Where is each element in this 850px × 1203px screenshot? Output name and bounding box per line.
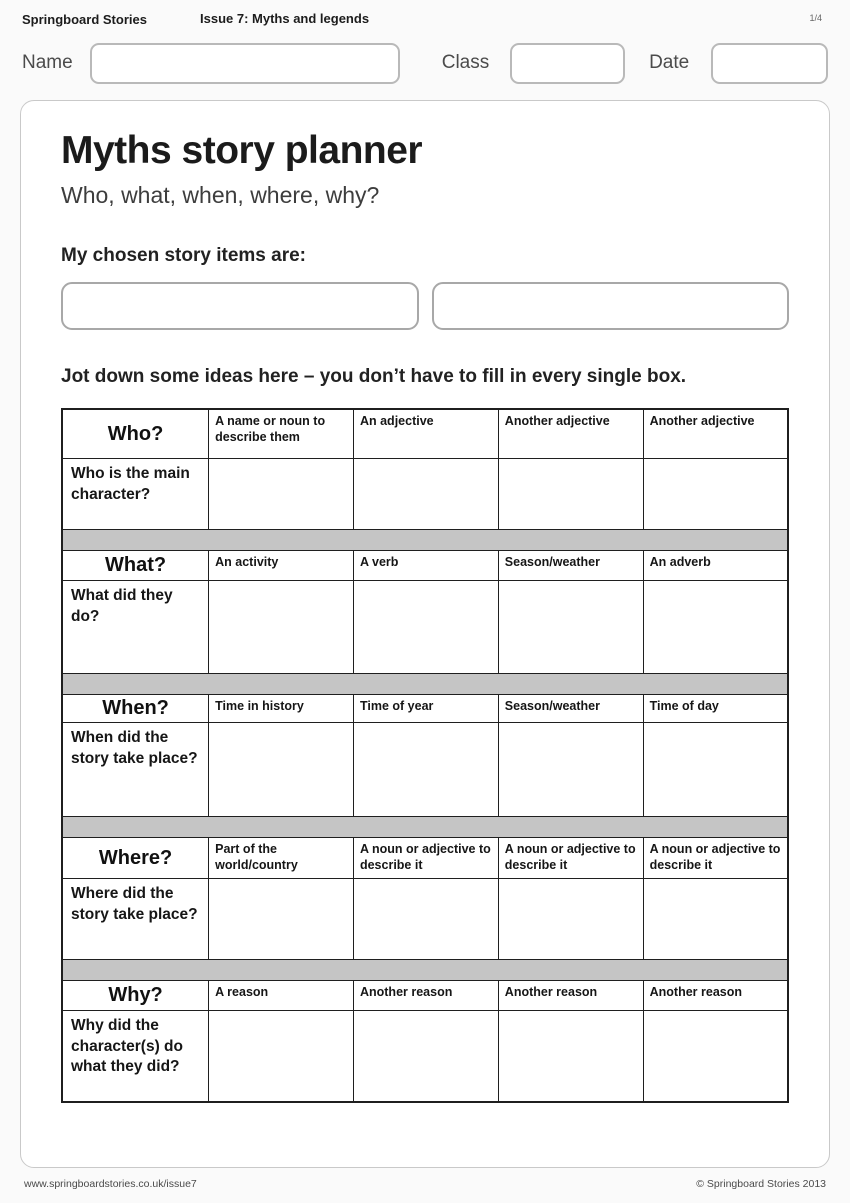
- date-label: Date: [649, 52, 690, 73]
- section-header-row: [62, 551, 788, 581]
- worksheet-card: [20, 100, 830, 1168]
- section-separator: [62, 674, 788, 695]
- question-cell: What did they do?: [62, 581, 209, 674]
- column-header: A reason: [209, 981, 354, 1011]
- answer-cell[interactable]: [209, 1011, 354, 1102]
- column-header: An adjective: [353, 409, 498, 459]
- chosen-items-row: [61, 282, 789, 330]
- name-input[interactable]: [90, 43, 400, 84]
- column-header: Another reason: [498, 981, 643, 1011]
- page-title: Myths story planner: [61, 129, 423, 172]
- footer-copyright: © Springboard Stories 2013: [696, 1178, 826, 1190]
- page-footer: [24, 1178, 826, 1190]
- instruction-text: Jot down some ideas here – you don’t have to fill in every single box.: [61, 365, 687, 387]
- class-label: Class: [441, 52, 490, 73]
- section-header-row: [62, 409, 788, 459]
- section-separator: [62, 817, 788, 838]
- answer-cell[interactable]: [643, 459, 788, 530]
- column-header: Another reason: [643, 981, 788, 1011]
- column-header: Another adjective: [643, 409, 788, 459]
- column-header: Season/weather: [498, 551, 643, 581]
- answer-cell[interactable]: [498, 879, 643, 960]
- answer-cell[interactable]: [353, 581, 498, 674]
- answer-cell[interactable]: [353, 879, 498, 960]
- section-separator: [62, 530, 788, 551]
- section-answer-row: [62, 723, 788, 817]
- column-header: A noun or adjective to describe it: [353, 838, 498, 879]
- section-answer-row: [62, 879, 788, 960]
- brand-title: Springboard Stories: [22, 12, 147, 27]
- column-header: Another adjective: [498, 409, 643, 459]
- answer-cell[interactable]: [209, 723, 354, 817]
- column-header: Time in history: [209, 695, 354, 723]
- question-cell: Where did the story take place?: [62, 879, 209, 960]
- answer-cell[interactable]: [209, 879, 354, 960]
- planner-table: [61, 408, 789, 1103]
- question-cell: Why did the character(s) do what they did?: [62, 1011, 209, 1102]
- column-header: Time of year: [353, 695, 498, 723]
- section-answer-row: [62, 459, 788, 530]
- section-answer-row: [62, 581, 788, 674]
- section-answer-row: [62, 1011, 788, 1102]
- column-header: A noun or adjective to describe it: [498, 838, 643, 879]
- answer-cell[interactable]: [353, 723, 498, 817]
- chosen-item-box-1[interactable]: [61, 282, 419, 330]
- section-header-row: [62, 838, 788, 879]
- section-header-row: [62, 695, 788, 723]
- column-header: Season/weather: [498, 695, 643, 723]
- masthead: [0, 0, 850, 32]
- chosen-items-label: My chosen story items are:: [61, 244, 306, 266]
- answer-cell[interactable]: [643, 879, 788, 960]
- answer-cell[interactable]: [498, 581, 643, 674]
- column-header: A noun or adjective to describe it: [643, 838, 788, 879]
- name-label: Name: [22, 52, 73, 73]
- column-header: Another reason: [353, 981, 498, 1011]
- answer-cell[interactable]: [498, 723, 643, 817]
- section-who-label: Who?: [62, 409, 209, 459]
- answer-cell[interactable]: [643, 581, 788, 674]
- date-input[interactable]: [711, 43, 828, 84]
- answer-cell[interactable]: [643, 723, 788, 817]
- section-separator: [62, 960, 788, 981]
- section-header-row: [62, 981, 788, 1011]
- section-where-label: Where?: [62, 838, 209, 879]
- column-header: A verb: [353, 551, 498, 581]
- question-cell: Who is the main character?: [62, 459, 209, 530]
- footer-url: www.springboardstories.co.uk/issue7: [24, 1178, 197, 1190]
- answer-cell[interactable]: [209, 581, 354, 674]
- column-header: Part of the world/country: [209, 838, 354, 879]
- page-number: 1/4: [809, 13, 822, 23]
- chosen-item-box-2[interactable]: [432, 282, 790, 330]
- column-header: A name or noun to describe them: [209, 409, 354, 459]
- question-cell: When did the story take place?: [62, 723, 209, 817]
- answer-cell[interactable]: [209, 459, 354, 530]
- answer-cell[interactable]: [498, 459, 643, 530]
- page-subtitle: Who, what, when, where, why?: [61, 181, 380, 208]
- column-header: Time of day: [643, 695, 788, 723]
- section-when-label: When?: [62, 695, 209, 723]
- answer-cell[interactable]: [498, 1011, 643, 1102]
- issue-title: Issue 7: Myths and legends: [200, 11, 370, 26]
- answer-cell[interactable]: [353, 1011, 498, 1102]
- answer-cell[interactable]: [353, 459, 498, 530]
- answer-cell[interactable]: [643, 1011, 788, 1102]
- column-header: An adverb: [643, 551, 788, 581]
- class-input[interactable]: [510, 43, 625, 84]
- section-why-label: Why?: [62, 981, 209, 1011]
- column-header: An activity: [209, 551, 354, 581]
- section-what-label: What?: [62, 551, 209, 581]
- student-id-row: [0, 38, 850, 88]
